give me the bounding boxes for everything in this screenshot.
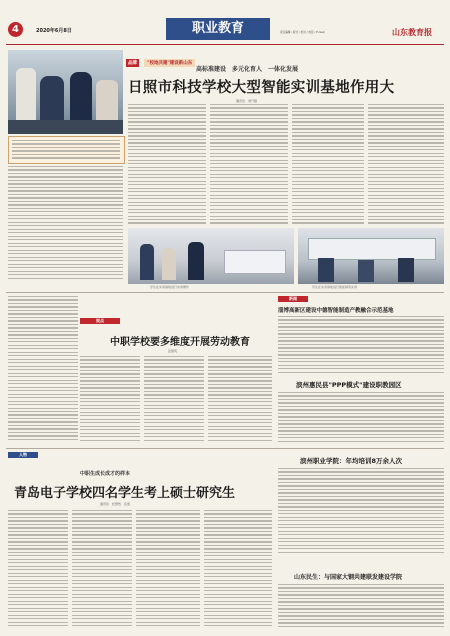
- lead-text-col4: [292, 104, 364, 226]
- lead-headline: 日照市科技学校大型智能实训基地作用大: [128, 80, 395, 96]
- bottom-section-tag: 人物: [8, 452, 38, 458]
- brief-1-headline: 滨州职业学院：年均培训8万余人次: [300, 457, 403, 465]
- lead-photo-2: [128, 228, 294, 284]
- section-banner: 职业教育: [166, 18, 270, 40]
- lead-subhead: 高标准建设 多元化育人 一体化发展: [196, 66, 299, 73]
- masthead-meta: 责任编辑 / 版式 / 校对 / 电话 / E-mail: [280, 31, 325, 34]
- middle-text-col1: [80, 356, 140, 446]
- middle-section-tag: 视点: [80, 318, 120, 324]
- lead-caption-2: 学生在实训基地进行智能制造实训: [312, 285, 358, 289]
- lead-text-col3: [210, 104, 288, 226]
- brief-1-text: [278, 468, 444, 558]
- bottom-headline: 青岛电子学校四名学生考上硕士研究生: [14, 486, 236, 501]
- right-headline-1: 淄博高新区建设中德智能制造产教融合示范基地: [278, 308, 394, 314]
- photo-caption-box: [8, 136, 125, 164]
- right-headline-2: 滨州惠民县"PPP模式"建设职教园区: [296, 381, 402, 389]
- issue-date: 2020年6月8日: [36, 28, 72, 34]
- lead-byline: 通讯员 刘乃强: [236, 99, 258, 103]
- bottom-text-col4: [204, 510, 272, 630]
- brief-2-headline: 山东民生：与国家大钢共建联发建设学院: [294, 574, 403, 581]
- bottom-text-col1: [8, 510, 68, 630]
- kicker-tag: "校地共建"建设新山东: [144, 59, 195, 67]
- middle-text-col2: [144, 356, 204, 446]
- page-number: 4: [8, 22, 23, 37]
- paper-logo: 山东教育报: [392, 27, 432, 37]
- kicker-label: 品牌: [128, 61, 137, 66]
- lead-caption-1: 学生在实训基地进行实训操作: [150, 285, 190, 289]
- middle-headline: 中职学校要多维度开展劳动教育: [110, 337, 250, 348]
- bottom-kicker: 中职生成长成才的样本: [80, 471, 131, 477]
- middle-text-col3: [208, 356, 272, 446]
- left-column-text: [8, 296, 78, 446]
- lead-kicker: [126, 49, 195, 66]
- bottom-byline: 通讯员 杜慧然 张雷: [100, 502, 131, 506]
- lead-photo: [8, 50, 123, 134]
- right-text-1: [278, 316, 444, 376]
- bottom-text-col3: [136, 510, 200, 630]
- lead-photo-3: [298, 228, 444, 284]
- right-section-tag: 新闻: [278, 296, 308, 302]
- lead-text-col2: [128, 104, 206, 226]
- masthead: [0, 0, 450, 46]
- lead-text-col5: [368, 104, 444, 226]
- lead-text-col1: [8, 166, 123, 282]
- bottom-text-col2: [72, 510, 132, 630]
- brief-2-text: [278, 584, 444, 630]
- middle-byline: 张国英: [168, 349, 178, 353]
- right-text-2: [278, 392, 444, 444]
